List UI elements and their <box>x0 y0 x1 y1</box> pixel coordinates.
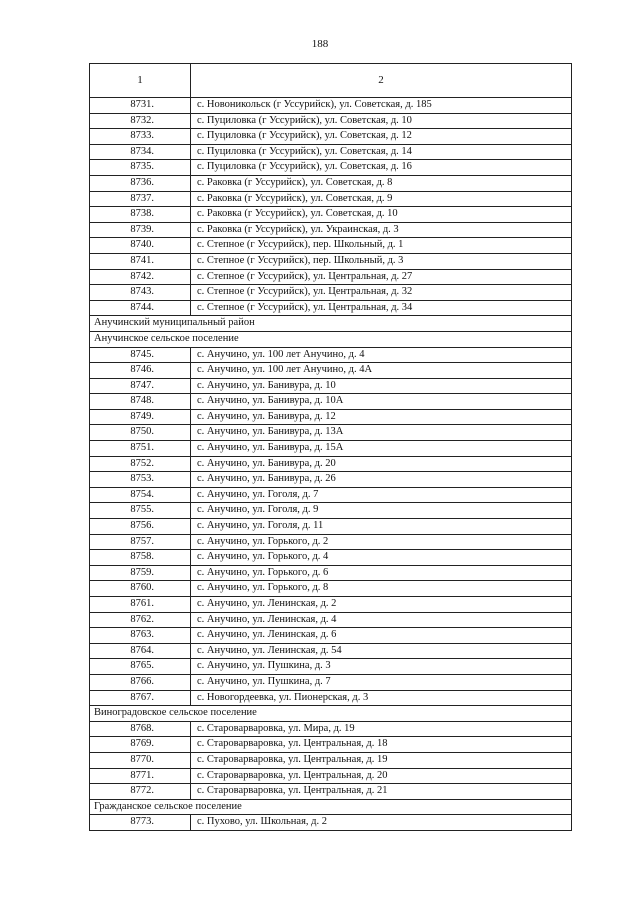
row-number-cell: 8747. <box>90 378 191 394</box>
address-cell: с. Степное (г Уссурийск), ул. Центральная, д. 32 <box>191 285 572 301</box>
address-cell: с. Пухово, ул. Школьная, д. 2 <box>191 815 572 831</box>
section-heading: Анучинский муниципальный район <box>90 316 572 332</box>
table-row <box>90 378 572 394</box>
address-cell: с. Степное (г Уссурийск), пер. Школьный, д. 1 <box>191 238 572 254</box>
table-row <box>90 721 572 737</box>
row-number-cell: 8744. <box>90 300 191 316</box>
row-number-cell: 8739. <box>90 222 191 238</box>
row-number-cell: 8768. <box>90 721 191 737</box>
address-cell: с. Анучино, ул. Банивура, д. 15А <box>191 441 572 457</box>
address-cell: с. Раковка (г Уссурийск), ул. Украинская, д. 3 <box>191 222 572 238</box>
table-row <box>90 207 572 223</box>
address-cell: с. Анучино, ул. Гоголя, д. 9 <box>191 503 572 519</box>
address-cell: с. Новогордеевка, ул. Пионерская, д. 3 <box>191 690 572 706</box>
table-row <box>90 300 572 316</box>
column-header-1: 1 <box>90 64 191 98</box>
address-cell: с. Анучино, ул. Ленинская, д. 4 <box>191 612 572 628</box>
column-header-2: 2 <box>191 64 572 98</box>
table-row <box>90 113 572 129</box>
address-cell: с. Анучино, ул. Банивура, д. 20 <box>191 456 572 472</box>
section-heading-row <box>90 799 572 815</box>
row-number-cell: 8746. <box>90 363 191 379</box>
table-row <box>90 409 572 425</box>
row-number-cell: 8733. <box>90 129 191 145</box>
section-heading-row <box>90 706 572 722</box>
row-number-cell: 8735. <box>90 160 191 176</box>
table-row <box>90 363 572 379</box>
address-cell: с. Пуциловка (г Уссурийск), ул. Советская, д. 10 <box>191 113 572 129</box>
row-number-cell: 8761. <box>90 597 191 613</box>
table-header-row <box>90 64 572 98</box>
row-number-cell: 8737. <box>90 191 191 207</box>
table-row <box>90 441 572 457</box>
row-number-cell: 8750. <box>90 425 191 441</box>
row-number-cell: 8740. <box>90 238 191 254</box>
table-row <box>90 643 572 659</box>
table-row <box>90 628 572 644</box>
address-cell: с. Анучино, ул. Банивура, д. 10А <box>191 394 572 410</box>
row-number-cell: 8742. <box>90 269 191 285</box>
table-row <box>90 253 572 269</box>
address-cell: с. Анучино, ул. Пушкина, д. 7 <box>191 674 572 690</box>
row-number-cell: 8764. <box>90 643 191 659</box>
row-number-cell: 8773. <box>90 815 191 831</box>
table-row <box>90 160 572 176</box>
table-row <box>90 347 572 363</box>
address-cell: с. Пуциловка (г Уссурийск), ул. Советская, д. 16 <box>191 160 572 176</box>
table-row <box>90 565 572 581</box>
table-row <box>90 550 572 566</box>
address-cell: с. Анучино, ул. Банивура, д. 26 <box>191 472 572 488</box>
section-heading: Гражданское сельское поселение <box>90 799 572 815</box>
address-table <box>89 63 572 831</box>
section-heading-row <box>90 331 572 347</box>
address-cell: с. Степное (г Уссурийск), пер. Школьный, д. 3 <box>191 253 572 269</box>
row-number-cell: 8756. <box>90 519 191 535</box>
address-cell: с. Анучино, ул. Горького, д. 2 <box>191 534 572 550</box>
address-cell: с. Анучино, ул. Гоголя, д. 11 <box>191 519 572 535</box>
section-heading: Анучинское сельское поселение <box>90 331 572 347</box>
address-cell: с. Анучино, ул. Ленинская, д. 6 <box>191 628 572 644</box>
table-row <box>90 784 572 800</box>
address-cell: с. Староварваровка, ул. Центральная, д. 18 <box>191 737 572 753</box>
table-row <box>90 175 572 191</box>
address-cell: с. Пуциловка (г Уссурийск), ул. Советская, д. 14 <box>191 144 572 160</box>
address-cell: с. Староварваровка, ул. Центральная, д. 21 <box>191 784 572 800</box>
row-number-cell: 8752. <box>90 456 191 472</box>
table-row <box>90 534 572 550</box>
row-number-cell: 8759. <box>90 565 191 581</box>
address-cell: с. Степное (г Уссурийск), ул. Центральная, д. 27 <box>191 269 572 285</box>
row-number-cell: 8751. <box>90 441 191 457</box>
address-cell: с. Анучино, ул. 100 лет Анучино, д. 4 <box>191 347 572 363</box>
table-row <box>90 129 572 145</box>
address-cell: с. Анучино, ул. Банивура, д. 10 <box>191 378 572 394</box>
address-cell: с. Раковка (г Уссурийск), ул. Советская, д. 10 <box>191 207 572 223</box>
table-row <box>90 487 572 503</box>
row-number-cell: 8745. <box>90 347 191 363</box>
table-row <box>90 285 572 301</box>
table-row <box>90 737 572 753</box>
address-cell: с. Староварваровка, ул. Центральная, д. 20 <box>191 768 572 784</box>
table-row <box>90 144 572 160</box>
row-number-cell: 8765. <box>90 659 191 675</box>
row-number-cell: 8755. <box>90 503 191 519</box>
table-row <box>90 503 572 519</box>
address-cell: с. Анучино, ул. Горького, д. 6 <box>191 565 572 581</box>
table-row <box>90 581 572 597</box>
row-number-cell: 8753. <box>90 472 191 488</box>
address-cell: с. Пуциловка (г Уссурийск), ул. Советская, д. 12 <box>191 129 572 145</box>
address-cell: с. Анучино, ул. Горького, д. 4 <box>191 550 572 566</box>
section-heading-row <box>90 316 572 332</box>
row-number-cell: 8762. <box>90 612 191 628</box>
row-number-cell: 8741. <box>90 253 191 269</box>
row-number-cell: 8772. <box>90 784 191 800</box>
row-number-cell: 8754. <box>90 487 191 503</box>
row-number-cell: 8769. <box>90 737 191 753</box>
address-cell: с. Анучино, ул. Банивура, д. 13А <box>191 425 572 441</box>
address-cell: с. Анучино, ул. Банивура, д. 12 <box>191 409 572 425</box>
section-heading: Виноградовское сельское поселение <box>90 706 572 722</box>
address-cell: с. Анучино, ул. Ленинская, д. 54 <box>191 643 572 659</box>
address-cell: с. Анучино, ул. Горького, д. 8 <box>191 581 572 597</box>
address-cell: с. Староварваровка, ул. Мира, д. 19 <box>191 721 572 737</box>
table-row <box>90 612 572 628</box>
row-number-cell: 8734. <box>90 144 191 160</box>
table-row <box>90 519 572 535</box>
table-row <box>90 238 572 254</box>
row-number-cell: 8749. <box>90 409 191 425</box>
row-number-cell: 8770. <box>90 752 191 768</box>
address-cell: с. Новоникольск (г Уссурийск), ул. Советская, д. 185 <box>191 98 572 114</box>
table-row <box>90 597 572 613</box>
table-body <box>90 64 572 831</box>
row-number-cell: 8736. <box>90 175 191 191</box>
table-row <box>90 394 572 410</box>
row-number-cell: 8743. <box>90 285 191 301</box>
address-cell: с. Анучино, ул. Гоголя, д. 7 <box>191 487 572 503</box>
table-row <box>90 659 572 675</box>
row-number-cell: 8763. <box>90 628 191 644</box>
address-cell: с. Староварваровка, ул. Центральная, д. 19 <box>191 752 572 768</box>
address-cell: с. Анучино, ул. Пушкина, д. 3 <box>191 659 572 675</box>
table-row <box>90 690 572 706</box>
row-number-cell: 8758. <box>90 550 191 566</box>
row-number-cell: 8731. <box>90 98 191 114</box>
table-row <box>90 222 572 238</box>
table-row <box>90 98 572 114</box>
row-number-cell: 8757. <box>90 534 191 550</box>
table-row <box>90 269 572 285</box>
row-number-cell: 8732. <box>90 113 191 129</box>
row-number-cell: 8771. <box>90 768 191 784</box>
table-row <box>90 752 572 768</box>
row-number-cell: 8760. <box>90 581 191 597</box>
address-cell: с. Раковка (г Уссурийск), ул. Советская, д. 8 <box>191 175 572 191</box>
address-cell: с. Анучино, ул. Ленинская, д. 2 <box>191 597 572 613</box>
row-number-cell: 8748. <box>90 394 191 410</box>
table-row <box>90 191 572 207</box>
table-row <box>90 768 572 784</box>
table-row <box>90 472 572 488</box>
page-number: 188 <box>311 38 329 50</box>
table-row <box>90 815 572 831</box>
row-number-cell: 8766. <box>90 674 191 690</box>
row-number-cell: 8767. <box>90 690 191 706</box>
address-cell: с. Степное (г Уссурийск), ул. Центральная, д. 34 <box>191 300 572 316</box>
table-row <box>90 456 572 472</box>
address-cell: с. Анучино, ул. 100 лет Анучино, д. 4А <box>191 363 572 379</box>
table-row <box>90 674 572 690</box>
address-cell: с. Раковка (г Уссурийск), ул. Советская, д. 9 <box>191 191 572 207</box>
table-row <box>90 425 572 441</box>
row-number-cell: 8738. <box>90 207 191 223</box>
